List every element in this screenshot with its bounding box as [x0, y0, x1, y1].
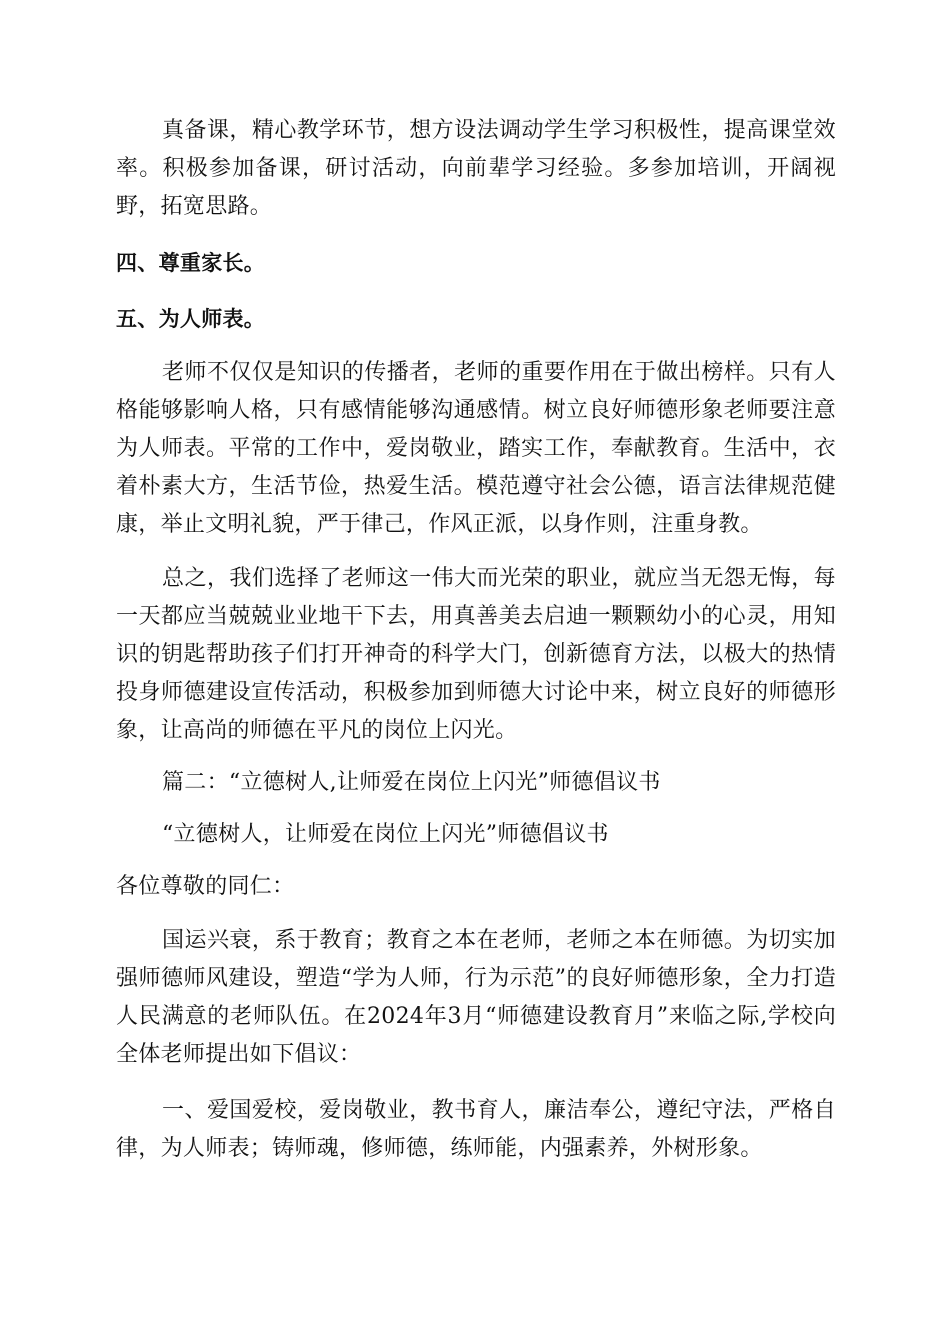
paragraph-role-model: 老师不仅仅是知识的传播者，老师的重要作用在于做出榜样。只有人格能够影响人格，只有感情能够沟通感情。树立良好师德形象老师要注意为人师表。平常的工作中，爱岗敬业，踏实工作，奉献教育。生活中，衣着朴素大方，生活节俭，热爱生活。模范遵守社会公德，语言法律规范健康，举止文明礼貌，严于律己，作风正派，以身作则，注重身教。: [116, 360, 836, 537]
proposal-item-one: 一、爱国爱校，爱岗敬业，教书育人，廉洁奉公，遵纪守法，严格自律，为人师表；铸师魂，修师德，练师能，内强素养，外树形象。: [116, 1098, 836, 1161]
proposal-title: “立德树人，让师爱在岗位上闪光”师德倡议书: [162, 822, 609, 847]
salutation: 各位尊敬的同仁：: [116, 874, 295, 899]
heading-respect-parents: 四、尊重家长。: [116, 251, 266, 275]
paragraph-conclusion: 总之，我们选择了老师这一伟大而光荣的职业，就应当无怨无悔，每一天都应当兢兢业业地干下去，用真善美去启迪一颗颗幼小的心灵，用知识的钥匙帮助孩子们打开神奇的科学大门，创新德育方法，以极大的热情投身师德建设宣传活动，积极参加到师德大讨论中来，树立良好的师德形象，让高尚的师德在平凡的岗位上闪光。: [116, 566, 836, 743]
article-two-title: 篇二：“立德树人,让师爱在岗位上闪光”师德倡议书: [162, 770, 661, 795]
document-body: [116, 112, 836, 1168]
paragraph-teaching-preparation: 真备课，精心教学环节，想方设法调动学生学习积极性，提高课堂效率。积极参加备课，研讨活动，向前辈学习经验。多参加培训，开阔视野，拓宽思路。: [116, 118, 836, 219]
paragraph-proposal-intro: 国运兴衰，系于教育；教育之本在老师，老师之本在师德。为切实加强师德师风建设，塑造“学为人师，行为示范”的良好师德形象，全力打造人民满意的老师队伍。在2024年3月“师德建设教育月”来临之际,学校向全体老师提出如下倡议：: [116, 928, 836, 1067]
heading-role-model: 五、为人师表。: [116, 307, 266, 331]
